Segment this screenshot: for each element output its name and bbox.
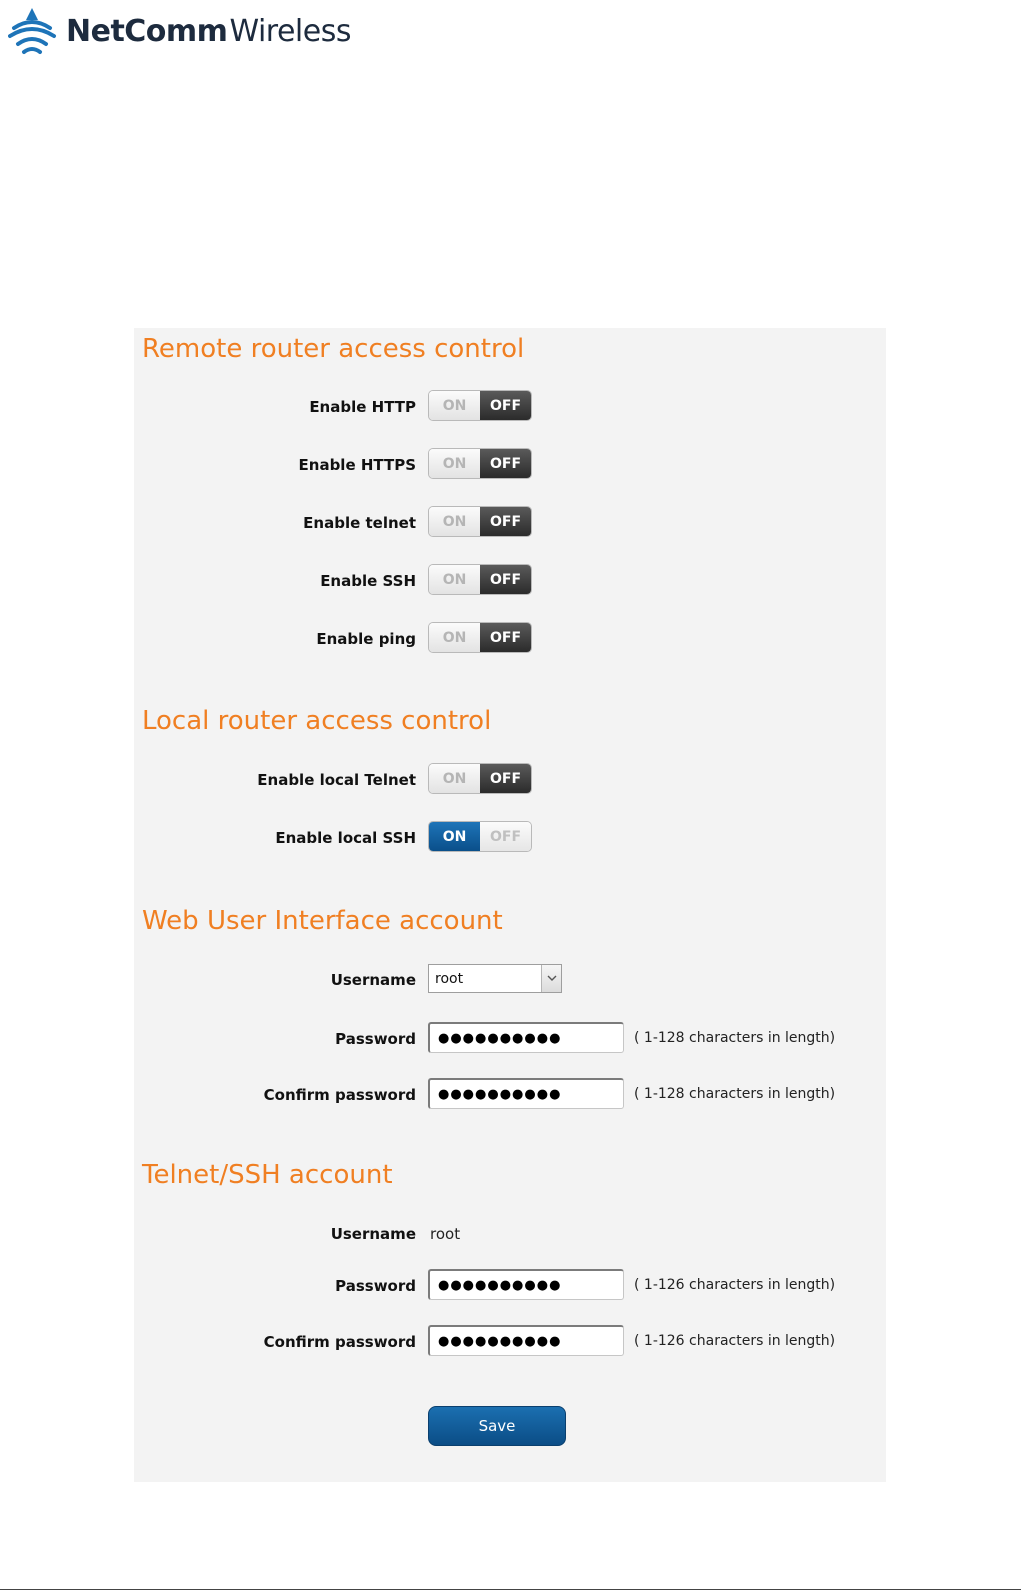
toggle-off-segment[interactable]: OFF [480, 507, 531, 536]
telnet-password-hint: ( 1-126 characters in length) [634, 1277, 836, 1293]
chevron-down-icon[interactable] [541, 965, 561, 992]
telnet-ssh-account-title: Telnet/SSH account [142, 1160, 393, 1190]
enable-local-telnet-toggle[interactable] [428, 763, 532, 794]
wifi-signal-icon [8, 6, 64, 56]
toggle-off-segment[interactable]: OFF [480, 623, 531, 652]
telnet-username-label: Username [330, 1225, 416, 1243]
enable-local-ssh-toggle[interactable] [428, 821, 532, 852]
toggle-on-segment[interactable]: ON [429, 822, 480, 851]
telnet-password-label: Password [335, 1277, 416, 1295]
toggle-off-segment[interactable]: OFF [480, 822, 531, 851]
toggle-on-segment[interactable]: ON [429, 623, 480, 652]
webui-username-select[interactable] [428, 964, 562, 993]
webui-confirm-label: Confirm password [263, 1086, 416, 1104]
page-bottom-divider [0, 1589, 1021, 1590]
enable-ssh-label: Enable SSH [320, 572, 416, 590]
brand-name-bold: NetComm [66, 13, 228, 49]
toggle-off-segment[interactable]: OFF [480, 391, 531, 420]
webui-password-label: Password [335, 1030, 416, 1048]
brand-logo [8, 6, 351, 56]
webui-confirm-value: ●●●●●●●●●● [438, 1086, 562, 1102]
enable-http-toggle[interactable] [428, 390, 532, 421]
enable-https-toggle[interactable] [428, 448, 532, 479]
local-access-title: Local router access control [142, 706, 492, 736]
telnet-username-value: root [430, 1225, 461, 1243]
toggle-on-segment[interactable]: ON [429, 391, 480, 420]
webui-account-title: Web User Interface account [142, 906, 503, 936]
webui-username-value[interactable]: root [435, 970, 464, 987]
webui-username-label: Username [330, 971, 416, 989]
enable-https-label: Enable HTTPS [298, 456, 416, 474]
telnet-password-input[interactable] [428, 1269, 624, 1300]
enable-telnet-toggle[interactable] [428, 506, 532, 537]
telnet-confirm-label: Confirm password [263, 1333, 416, 1351]
remote-access-title: Remote router access control [142, 334, 525, 364]
enable-local-telnet-label: Enable local Telnet [257, 771, 416, 789]
toggle-off-segment[interactable]: OFF [480, 764, 531, 793]
webui-confirm-password-input[interactable] [428, 1078, 624, 1109]
settings-panel [134, 328, 886, 1482]
toggle-on-segment[interactable]: ON [429, 449, 480, 478]
enable-ping-label: Enable ping [316, 630, 416, 648]
enable-local-ssh-label: Enable local SSH [275, 829, 416, 847]
toggle-off-segment[interactable]: OFF [480, 449, 531, 478]
toggle-off-segment[interactable]: OFF [480, 565, 531, 594]
enable-ssh-toggle[interactable] [428, 564, 532, 595]
toggle-on-segment[interactable]: ON [429, 507, 480, 536]
enable-http-label: Enable HTTP [309, 398, 416, 416]
webui-password-input[interactable] [428, 1022, 624, 1053]
enable-telnet-label: Enable telnet [303, 514, 416, 532]
telnet-confirm-password-input[interactable] [428, 1325, 624, 1356]
telnet-confirm-hint: ( 1-126 characters in length) [634, 1333, 836, 1349]
brand-name-light: Wireless [229, 13, 351, 49]
webui-password-value: ●●●●●●●●●● [438, 1030, 562, 1046]
toggle-on-segment[interactable]: ON [429, 764, 480, 793]
toggle-on-segment[interactable]: ON [429, 565, 480, 594]
telnet-password-value: ●●●●●●●●●● [438, 1277, 562, 1293]
save-button[interactable]: Save [428, 1406, 566, 1446]
telnet-confirm-value: ●●●●●●●●●● [438, 1333, 562, 1349]
webui-password-hint: ( 1-128 characters in length) [634, 1030, 836, 1046]
webui-confirm-hint: ( 1-128 characters in length) [634, 1086, 836, 1102]
enable-ping-toggle[interactable] [428, 622, 532, 653]
